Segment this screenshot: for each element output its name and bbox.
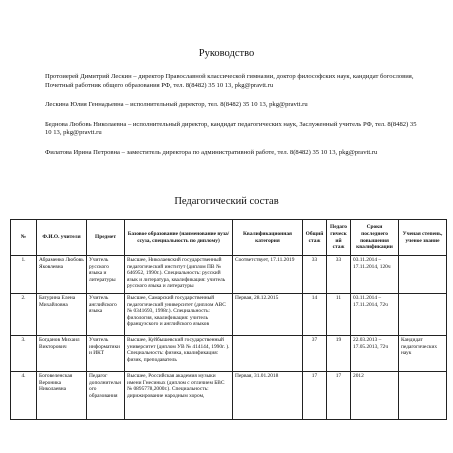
teaching-experience: 11	[327, 294, 351, 336]
column-header: Сроки последнего повышения квалификации	[351, 220, 399, 256]
leadership-list	[45, 73, 417, 169]
table-row	[11, 336, 447, 372]
teaching-experience: 19	[327, 336, 351, 372]
education: Высшее, Куйбышевский государственный университет (диплом УВ № 414144, 1990г. ). Специальность: физика, квалификация: физик, преподаватель	[125, 336, 233, 372]
teacher-name: Батурина Елена Михайловна	[37, 294, 87, 336]
leadership-entry: Филатова Ирина Петровна – заместитель директора по административной работе, тел. 8(8482) 35 10 13, pkg@pravtt.ru	[45, 148, 378, 156]
table-row	[11, 256, 447, 294]
academic-degree	[399, 372, 447, 420]
total-experience: 37	[303, 336, 327, 372]
column-header: Ученая степень, ученое звание	[399, 220, 447, 256]
training-dates: 03.11.2014 – 17.11.2014, 120ч	[351, 256, 399, 294]
qualification-category: Первая, 28.12.2015	[233, 294, 303, 336]
qualification-category: Соответствует, 17.11.2019	[233, 256, 303, 294]
teacher-name: Абраменко Любовь Яковлевна	[37, 256, 87, 294]
education: Высшее, Самарский государственный педагогический университет (диплом АВС № 0341693, 1998г.). Специальность: филология, квалификация: учитель французского и английского языков	[125, 294, 233, 336]
education: Высшее, Николаевский государственный педагогический институт (диплом ПВ № 646952, 1990г.). Специальность: русский язык и литература, квалификация: учитель русского языка и литературы	[125, 256, 233, 294]
total-experience: 14	[303, 294, 327, 336]
teaching-experience: 33	[327, 256, 351, 294]
column-header: Предмет	[87, 220, 125, 256]
subject: Учитель информатики и ИКТ	[87, 336, 125, 372]
subject: Педагог дополнительного образования	[87, 372, 125, 420]
qualification-category	[233, 336, 303, 372]
training-dates: 2012	[351, 372, 399, 420]
row-number: 3.	[11, 336, 37, 372]
teacher-name: Богданов Михаил Викторович	[37, 336, 87, 372]
table-row	[11, 294, 447, 336]
teacher-name: Боговеленская Вероника Николаевна	[37, 372, 87, 420]
total-experience: 17	[303, 372, 327, 420]
academic-degree	[399, 256, 447, 294]
column-header: Базовое образование (наименование вуза/ссуза, специальность по диплому)	[125, 220, 233, 256]
column-header: Ф.И.О. учителя	[37, 220, 87, 256]
column-header: Общий стаж	[303, 220, 327, 256]
table-header-row	[11, 220, 447, 256]
leadership-heading: Руководство	[198, 48, 255, 59]
row-number: 1.	[11, 256, 37, 294]
staff-table	[10, 219, 447, 420]
table-row	[11, 372, 447, 420]
leadership-entry: Беднова Любовь Николаевна – исполнительный директор, кандидат педагогических наук, Заслуженный учитель РФ, тел. 8(8482) 35 10 13, pkg@pravtt.ru	[45, 120, 417, 137]
column-header: Педагогический стаж	[327, 220, 351, 256]
row-number: 2.	[11, 294, 37, 336]
training-dates: 03.11.2014 – 17.11.2014, 72ч	[351, 294, 399, 336]
staff-heading: Педагогический состав	[174, 196, 279, 207]
column-header: Квалификационная категория	[233, 220, 303, 256]
total-experience: 33	[303, 256, 327, 294]
academic-degree	[399, 294, 447, 336]
training-dates: 22.03.2013 – 17.05.2013, 72ч	[351, 336, 399, 372]
academic-degree: Кандидат педагогических наук	[399, 336, 447, 372]
teaching-experience: 17	[327, 372, 351, 420]
column-header: №	[11, 220, 37, 256]
subject: Учитель английского языка	[87, 294, 125, 336]
leadership-entry: Лескина Юлия Геннадьевна – исполнительный директор, тел. 8(8482) 35 10 13, pkg@pravtt.ru	[45, 101, 308, 109]
leadership-entry: Протоиерей Димитрий Лескин – директор Православной классической гимназии, доктор философских наук, кандидат богословия, Почетный работник общего образования РФ, тел. 8(8482) 35 10 13, pkg@pravtt.ru	[45, 73, 414, 89]
row-number: 4.	[11, 372, 37, 420]
qualification-category: Первая, 31.01.2018	[233, 372, 303, 420]
subject: Учитель русского языка и литературы	[87, 256, 125, 294]
education: Высшее, Российская академия музыки имени Гнесиных (диплом с отличием БВС № 0895778,2000г.). Специальность: дирижирование народным хором,	[125, 372, 233, 420]
